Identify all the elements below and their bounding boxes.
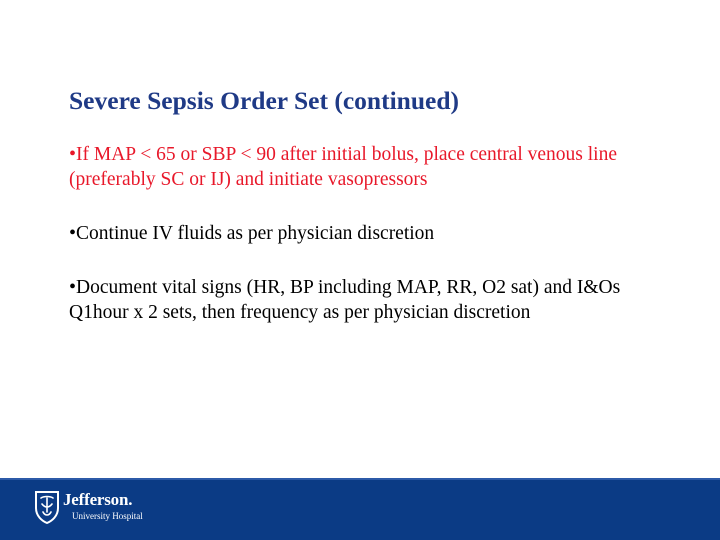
footer-divider: [0, 478, 720, 480]
logo-subtitle: University Hospital: [72, 511, 143, 521]
bullet-marker: •: [69, 276, 77, 298]
bullet-item: [69, 142, 669, 192]
bullet-text: Continue IV fluids as per physician discretion: [76, 223, 435, 244]
bullet-list: [69, 142, 669, 354]
jefferson-shield-icon: [34, 490, 60, 524]
logo-name: Jefferson.: [63, 490, 133, 509]
bullet-marker: •: [69, 222, 77, 244]
jefferson-logo: [34, 490, 164, 528]
bullet-marker: •: [69, 143, 77, 165]
slide-title: Severe Sepsis Order Set (continued): [69, 86, 460, 115]
bullet-item: [69, 275, 669, 325]
bullet-item: [69, 221, 669, 246]
bullet-text: If MAP < 65 or SBP < 90 after initial bolus, place central venous line (preferably SC or IJ) and initiate vasopressors: [69, 144, 618, 190]
bullet-text: Document vital signs (HR, BP including MAP, RR, O2 sat) and I&Os Q1hour x 2 sets, then frequency as per physician discretion: [69, 277, 621, 323]
